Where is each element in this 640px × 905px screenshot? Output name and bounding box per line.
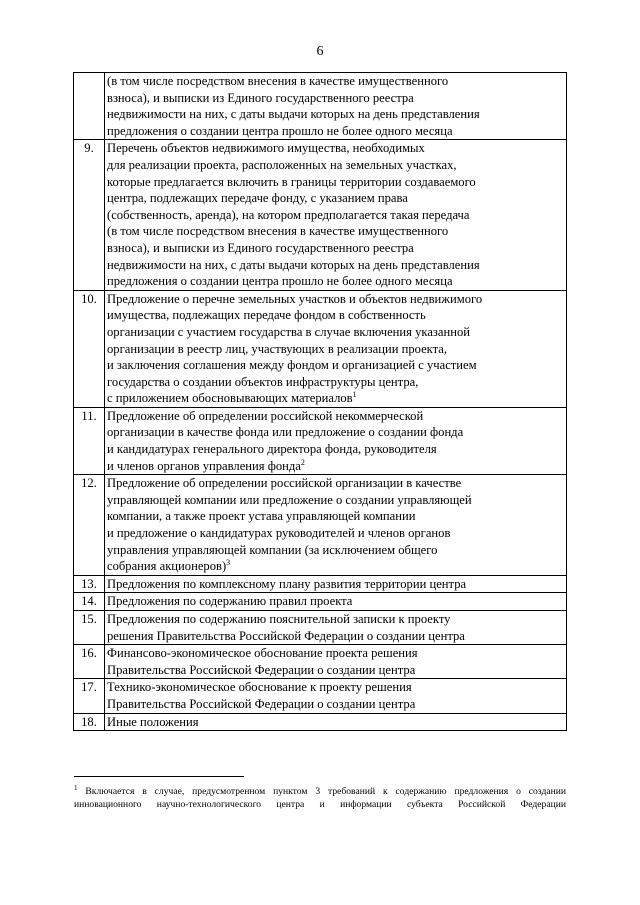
text-line: недвижимости на них, с даты выдачи которых на день представления [107,107,480,122]
text-line: для реализации проекта, расположенных на земельных участках, [107,157,457,172]
text-line-content: собрания акционеров) [107,559,227,574]
row-number: 12. [74,475,105,576]
table-row [74,475,567,576]
text-line: центра, подлежащих передаче фонду, с указанием права [107,191,408,206]
text-line: государства о создании объектов инфраструктуры центра, [107,374,419,389]
footnote [74,785,566,811]
text-line [107,458,564,475]
row-text [105,593,567,611]
table-row [74,679,567,713]
text-line: (в том числе посредством внесения в качестве имущественного [107,224,449,239]
footnote-text: Включается в случае, предусмотренном пунктом 3 требований к содержанию предложения о создании [85,786,566,797]
table-row [74,645,567,679]
table-row [74,290,567,407]
text-line: имущества, подлежащих передаче фондом в собственность [107,308,426,323]
text-line: (в том числе посредством внесения в качестве имущественного [107,74,449,88]
row-text [105,713,567,731]
text-line: Перечень объектов недвижимого имущества, необходимых [107,141,425,156]
text-line: взноса), и выписки из Единого государственного реестра [107,90,414,105]
text-line [107,558,564,575]
text-line: Предложения по содержанию правил проекта [107,594,353,609]
text-line: Финансово-экономическое обоснование проекта решения [107,646,418,661]
text-line: управления управляющей компании (за исключением общего [107,542,438,557]
text-line: Правительства Российской Федерации о создании центра [107,662,416,677]
table-row [74,407,567,474]
footnote-marker: 1 [352,390,357,400]
footnote-line: инновационного научно-технологического центра и информации субъекта Российской Федерации [74,799,566,810]
text-line: недвижимости на них, с даты выдачи которых на день представления [107,257,480,272]
row-number: 9. [74,140,105,290]
text-line [107,390,564,407]
footnote-marker: 2 [300,457,305,467]
text-line: предложения о создании центра прошло не более одного месяца [107,123,453,138]
text-line-content: с приложением обосновывающих материалов [107,391,353,406]
table-row [74,575,567,593]
table-row [74,611,567,645]
text-line: Предложение об определении российской некоммерческой [107,408,424,423]
text-line: организации в качестве фонда или предложение о создании фонда [107,425,464,440]
page-number: 6 [316,44,324,59]
table-row [74,593,567,611]
text-line: Предложения по комплексному плану развития территории центра [107,576,467,591]
text-line: и заключения соглашения между фондом и организацией с участием [107,358,477,373]
row-number [74,73,105,140]
text-line-content: и членов органов управления фонда [107,458,301,473]
row-text [105,679,567,713]
row-text [105,645,567,679]
text-line: Предложения по содержанию пояснительной записки к проекту [107,612,451,626]
text-line: Предложение об определении российской организации в качестве [107,476,462,491]
footnote-divider [74,776,244,777]
text-line: решения Правительства Российской Федерации о создании центра [107,628,465,643]
row-number: 15. [74,611,105,645]
row-number: 16. [74,645,105,679]
text-line: организации в реестр лиц, участвующих в реализации проекта, [107,341,448,356]
row-text [105,73,567,140]
table-row [74,713,567,731]
row-text [105,407,567,474]
text-line: и кандидатурах генерального директора фонда, руководителя [107,442,437,457]
text-line: компании, а также проект устава управляющей компании [107,509,416,524]
text-line: (собственность, аренда), на котором предполагается такая передача [107,207,470,222]
row-number: 13. [74,575,105,593]
text-line: Иные положения [107,714,199,729]
table-row [74,73,567,140]
text-line: организации с участием государства в случае включения указанной [107,324,470,339]
row-text [105,290,567,407]
row-number: 14. [74,593,105,611]
text-line: Предложение о перечне земельных участков и объектов недвижимого [107,291,483,306]
row-text [105,475,567,576]
text-line: управляющей компании или предложение о создании управляющей [107,492,472,507]
table-row [74,140,567,290]
text-line: взноса), и выписки из Единого государственного реестра [107,240,414,255]
row-number: 18. [74,713,105,731]
row-text [105,611,567,645]
text-line: Правительства Российской Федерации о создании центра [107,696,416,711]
text-line: предложения о создании центра прошло не более одного месяца [107,274,453,289]
text-line: которые предлагается включить в границы территории создаваемого [107,174,476,189]
row-number: 11. [74,407,105,474]
text-line: Технико-экономическое обоснование к проекту решения [107,680,412,695]
text-line: и предложение о кандидатурах руководителей и членов органов [107,526,451,541]
row-text [105,140,567,290]
footnote-marker: 3 [226,558,231,568]
row-number: 17. [74,679,105,713]
row-number: 10. [74,290,105,407]
footnote-line [74,785,566,798]
requirements-table [73,72,567,731]
row-text [105,575,567,593]
footnote-number: 1 [74,783,78,792]
